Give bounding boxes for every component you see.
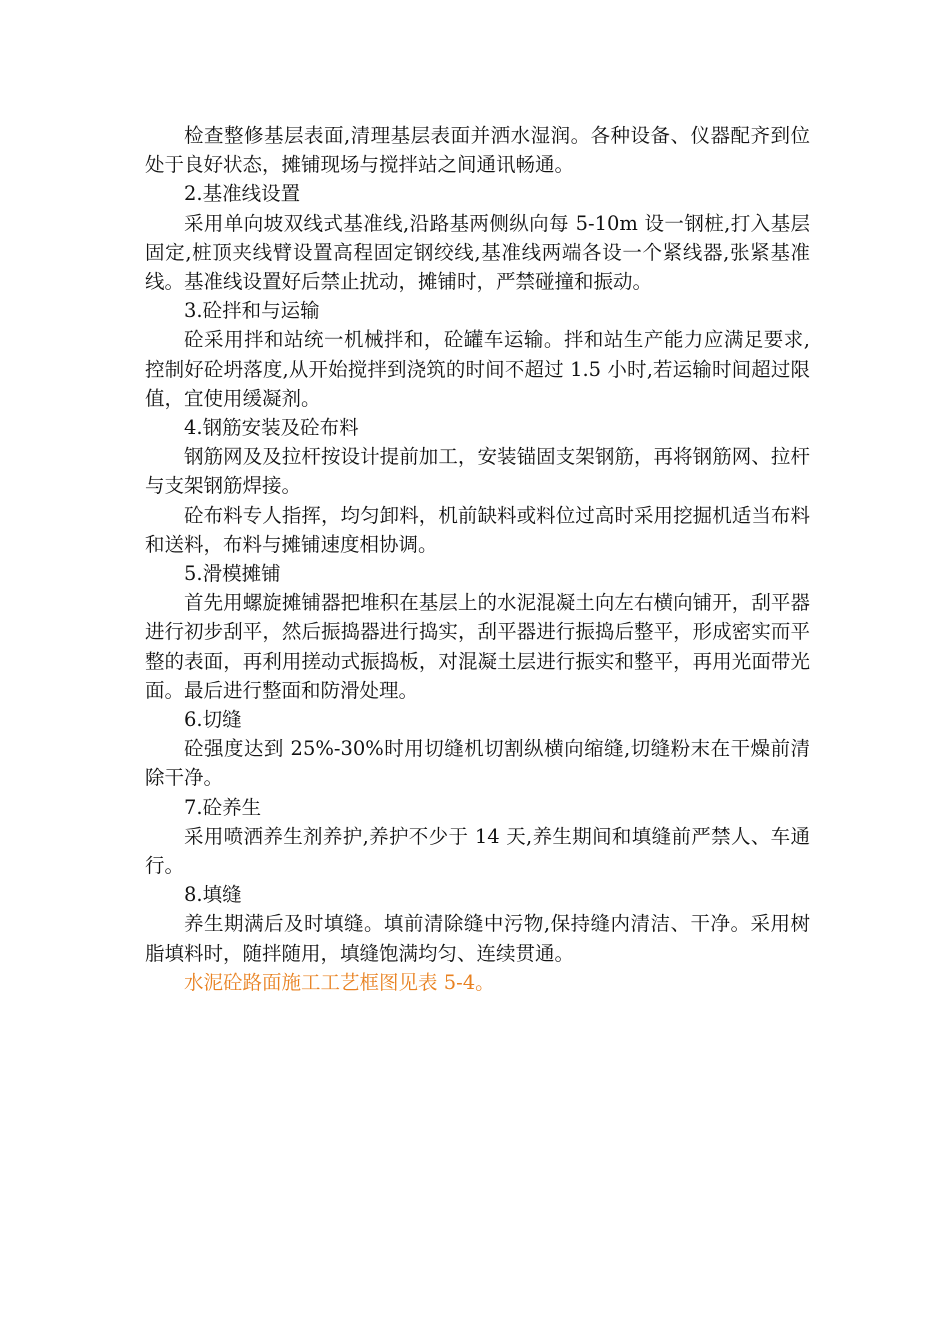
paragraph-curing: 采用喷洒养生剂养护,养护不少于 14 天,养生期间和填缝前严禁人、车通行。 xyxy=(145,824,810,878)
heading-mixing-transport: 3.砼拌和与运输 xyxy=(184,299,320,323)
heading-rebar-placement: 4.钢筋安装及砼布料 xyxy=(184,416,359,440)
paragraph-joint-cutting: 砼强度达到 25%-30%时用切缝机切割纵横向缩缝,切缝粉末在干燥前清除干净。 xyxy=(145,737,810,790)
paragraph-mixing-transport: 砼采用拌和站统一机械拌和，砼罐车运输。拌和站生产能力应满足要求,控制好砼坍落度,从开始搅拌到浇筑的时间不超过 1.5 小时,若运输时间超过限值，宜使用缓凝剂。 xyxy=(145,328,810,410)
paragraph-rebar-install: 钢筋网及及拉杆按设计提前加工，安装锚固支架钢筋，再将钢筋网、拉杆与支架钢筋焊接。 xyxy=(145,445,810,498)
heading-slipform-paving: 5.滑模摊铺 xyxy=(184,562,281,586)
flowchart-reference-link[interactable]: 水泥砼路面施工工艺框图见表 5-4。 xyxy=(184,970,495,994)
heading-joint-cutting: 6.切缝 xyxy=(184,708,242,732)
heading-joint-filling: 8.填缝 xyxy=(184,883,242,907)
paragraph-base-inspection: 检查整修基层表面,清理基层表面并洒水湿润。各种设备、仪器配齐到位处于良好状态，摊铺现场与搅拌站之间通讯畅通。 xyxy=(145,124,810,177)
paragraph-reference-line: 采用单向坡双线式基准线,沿路基两侧纵向每 5-10m 设一钢桩,打入基层固定,桩顶夹线臂设置高程固定钢绞线,基准线两端各设一个紧线器,张紧基准线。基准线设置好后禁止扰动，摊铺时，严禁碰撞和振动。 xyxy=(145,211,810,294)
document-page xyxy=(145,121,810,997)
paragraph-joint-filling: 养生期满后及时填缝。填前清除缝中污物,保持缝内清洁、干净。采用树脂填料时，随拌随用，填缝饱满均匀、连续贯通。 xyxy=(145,912,810,965)
paragraph-slipform-paving: 首先用螺旋摊铺器把堆积在基层上的水泥混凝土向左右横向铺开，刮平器进行初步刮平，然后振捣器进行捣实，刮平器进行振捣后整平，形成密实而平整的表面，再利用搓动式振捣板，对混凝土层进行振实和整平，再用光面带光面。最后进行整面和防滑处理。 xyxy=(145,591,810,702)
paragraph-concrete-placement: 砼布料专人指挥，均匀卸料，机前缺料或料位过高时采用挖掘机适当布料和送料，布料与摊铺速度相协调。 xyxy=(145,503,810,556)
heading-curing: 7.砼养生 xyxy=(184,795,262,819)
heading-reference-line: 2.基准线设置 xyxy=(184,182,301,206)
